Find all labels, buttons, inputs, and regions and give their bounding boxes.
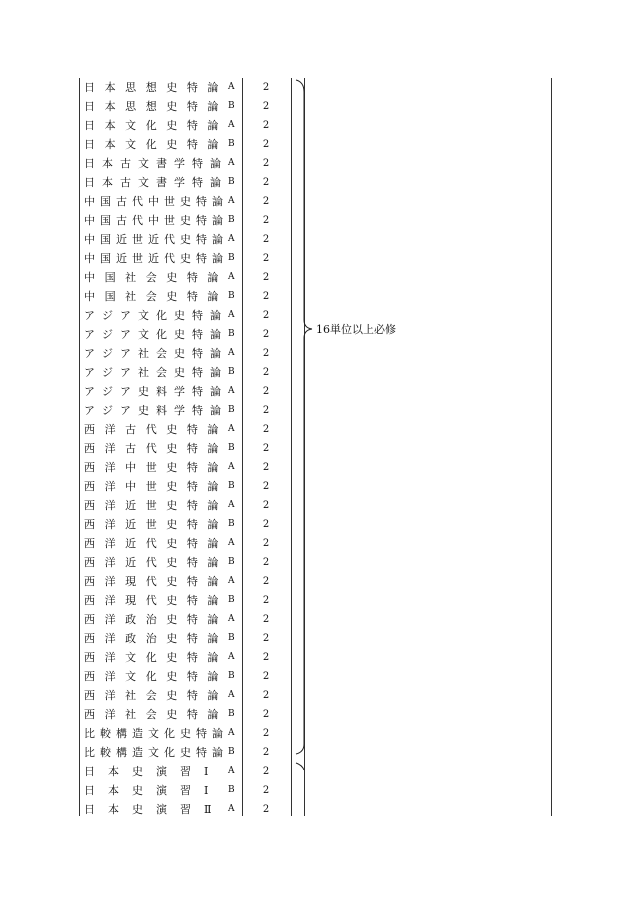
course-credits: 2 [262, 310, 270, 321]
course-name: 中 国 社 会 史 特 論 B [84, 290, 235, 303]
course-name: 日 本 思 想 史 特 論 B [84, 100, 235, 113]
course-credits: 2 [262, 614, 270, 625]
course-credits: 2 [262, 728, 270, 739]
course-name: 比 較 構 造 文 化 史 特 論 A [84, 727, 235, 740]
course-credits: 2 [262, 557, 270, 568]
course-credits: 2 [262, 690, 270, 701]
course-credits: 2 [262, 253, 270, 264]
requirement-note: 16単位以上必修 [316, 323, 396, 336]
course-credits: 2 [262, 291, 270, 302]
course-credits: 2 [262, 747, 270, 758]
course-credits: 2 [262, 386, 270, 397]
course-name: ア ジ ア 社 会 史 特 論 B [84, 366, 235, 379]
brace-large [296, 80, 312, 754]
course-name: 西 洋 文 化 史 特 論 A [84, 651, 235, 664]
course-name: 西 洋 近 世 史 特 論 B [84, 518, 235, 531]
course-name: ア ジ ア 文 化 史 特 論 A [84, 309, 235, 322]
course-name: 中 国 社 会 史 特 論 A [84, 271, 235, 284]
course-name: 日 本 文 化 史 特 論 B [84, 138, 235, 151]
course-credits: 2 [262, 633, 270, 644]
course-credits: 2 [262, 519, 270, 530]
course-name: 西 洋 現 代 史 特 論 B [84, 594, 235, 607]
course-credits: 2 [262, 462, 270, 473]
course-name: 西 洋 政 治 史 特 論 B [84, 632, 235, 645]
course-credits: 2 [262, 158, 270, 169]
course-name: 中 国 古 代 中 世 史 特 論 A [84, 195, 235, 208]
course-credits: 2 [262, 101, 270, 112]
course-name: 日 本 思 想 史 特 論 A [84, 81, 235, 94]
course-name: 中 国 近 世 近 代 史 特 論 B [84, 252, 235, 265]
course-credits: 2 [262, 766, 270, 777]
course-credits: 2 [262, 177, 270, 188]
course-name: 西 洋 近 代 史 特 論 B [84, 556, 235, 569]
course-name: 西 洋 古 代 史 特 論 A [84, 423, 235, 436]
course-credits: 2 [262, 196, 270, 207]
course-name: 西 洋 中 世 史 特 論 A [84, 461, 235, 474]
course-credits: 2 [262, 804, 270, 815]
course-name: 西 洋 近 代 史 特 論 A [84, 537, 235, 550]
course-credits: 2 [262, 785, 270, 796]
course-name: 西 洋 近 世 史 特 論 A [84, 499, 235, 512]
course-credits: 2 [262, 709, 270, 720]
course-credits: 2 [262, 500, 270, 511]
course-name: 西 洋 政 治 史 特 論 A [84, 613, 235, 626]
course-credits: 2 [262, 329, 270, 340]
course-credits: 2 [262, 348, 270, 359]
course-credits: 2 [262, 443, 270, 454]
course-credits: 2 [262, 481, 270, 492]
course-name: 西 洋 社 会 史 特 論 B [84, 708, 235, 721]
course-name: 西 洋 文 化 史 特 論 B [84, 670, 235, 683]
course-credits: 2 [262, 120, 270, 131]
course-credits: 2 [262, 215, 270, 226]
course-credits: 2 [262, 576, 270, 587]
course-name: 比 較 構 造 文 化 史 特 論 B [84, 746, 235, 759]
course-name: 日 本 古 文 書 学 特 論 B [84, 176, 235, 189]
course-name: ア ジ ア 社 会 史 特 論 A [84, 347, 235, 360]
course-credits: 2 [262, 82, 270, 93]
course-name: ア ジ ア 史 料 学 特 論 A [84, 385, 235, 398]
course-name: 中 国 古 代 中 世 史 特 論 B [84, 214, 235, 227]
course-name: 西 洋 中 世 史 特 論 B [84, 480, 235, 493]
course-name: 西 洋 現 代 史 特 論 A [84, 575, 235, 588]
course-name: 日 本 史 演 習 Ⅱ A [84, 803, 235, 816]
course-credits: 2 [262, 405, 270, 416]
course-name: 日 本 史 演 習 Ⅰ A [84, 765, 235, 778]
course-name: 西 洋 古 代 史 特 論 B [84, 442, 235, 455]
course-name: ア ジ ア 文 化 史 特 論 B [84, 328, 235, 341]
course-credits: 2 [262, 234, 270, 245]
course-credits: 2 [262, 652, 270, 663]
course-name: ア ジ ア 史 料 学 特 論 B [84, 404, 235, 417]
course-credits: 2 [262, 367, 270, 378]
course-credits: 2 [262, 595, 270, 606]
course-name: 西 洋 社 会 史 特 論 A [84, 689, 235, 702]
course-name: 日 本 史 演 習 Ⅰ B [84, 784, 235, 797]
course-credits: 2 [262, 139, 270, 150]
course-credits: 2 [262, 538, 270, 549]
course-name: 中 国 近 世 近 代 史 特 論 A [84, 233, 235, 246]
brace-small [296, 763, 304, 770]
course-credits: 2 [262, 424, 270, 435]
course-name: 日 本 文 化 史 特 論 A [84, 119, 235, 132]
course-name: 日 本 古 文 書 学 特 論 A [84, 157, 235, 170]
course-credits: 2 [262, 671, 270, 682]
course-credits: 2 [262, 272, 270, 283]
